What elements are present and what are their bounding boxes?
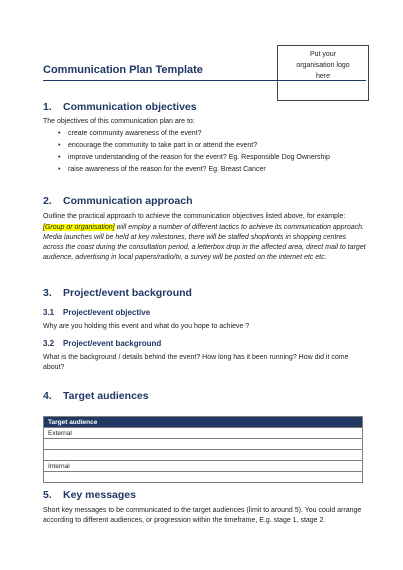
- table-cell[interactable]: [44, 472, 363, 483]
- table-row: [44, 472, 363, 483]
- section-number: 1.: [43, 101, 52, 113]
- section-number: 4.: [43, 390, 52, 402]
- table-cell[interactable]: [44, 450, 363, 461]
- table-row: [44, 450, 363, 461]
- logo-placeholder-line: organisation logo: [296, 62, 350, 69]
- list-item: • improve understanding of the reason for the event? Eg. Responsible Dog Ownership: [58, 152, 330, 164]
- highlighted-placeholder: [Group or organisation]: [43, 224, 115, 231]
- table-row: [44, 439, 363, 450]
- table-cell[interactable]: Internal: [44, 461, 363, 472]
- section-number: 2.: [43, 195, 52, 207]
- subsection-title: Project/event objective: [63, 308, 151, 317]
- table-header-cell: Target audience: [44, 417, 363, 428]
- section-heading-5: [43, 489, 136, 501]
- example-text: will employ a number of different tactics to achieve its communication approach. Media launches will be held at key milestones, there will be staffed shopfronts in shopping centres across the coast during the consultation period, a letterbox drop in the affected area, direct mail to target audience, advertising in local papers/radio/tv, a survey will be posted on the internet etc etc.: [43, 224, 366, 261]
- section-title: Project/event background: [63, 287, 192, 299]
- paragraph: Why are you holding this event and what do you hope to achieve ?: [43, 323, 250, 330]
- list-item: • raise awareness of the reason for the event? Eg. Breast Cancer: [58, 164, 330, 176]
- table-cell[interactable]: [44, 439, 363, 450]
- subsection-title: Project/event background: [63, 339, 162, 348]
- table-cell[interactable]: External: [44, 428, 363, 439]
- subsection-number: 3.2: [43, 339, 55, 348]
- title-divider: [43, 80, 366, 81]
- table-row: [44, 428, 363, 439]
- table-header-row: [44, 417, 363, 428]
- section-heading-4: [43, 390, 149, 402]
- section-heading-3: [43, 287, 192, 299]
- objectives-list: [58, 128, 330, 176]
- example-paragraph: [43, 223, 366, 263]
- subsection-heading: [43, 308, 150, 317]
- section-title: Communication objectives: [63, 101, 197, 113]
- document-title: Communication Plan Template: [43, 64, 203, 76]
- section-title: Target audiences: [63, 390, 149, 402]
- logo-placeholder-line: Put your: [309, 51, 337, 58]
- section-title: Communication approach: [63, 195, 193, 207]
- subsection-number: 3.1: [43, 308, 55, 317]
- target-audience-table: [43, 416, 363, 483]
- section-title: Key messages: [63, 489, 136, 501]
- paragraph: What is the background / details behind the event? How long has it been running? How did it come about?: [43, 354, 349, 371]
- section-heading-2: [43, 195, 193, 207]
- table-row: [44, 461, 363, 472]
- list-item: • create community awareness of the event?: [58, 128, 330, 140]
- section-number: 3.: [43, 287, 52, 299]
- paragraph: The objectives of this communication plan are to:: [43, 118, 195, 125]
- paragraph: Outline the practical approach to achieve the communication objectives listed above, for example:: [43, 213, 346, 220]
- list-item: • encourage the community to take part in or attend the event?: [58, 140, 330, 152]
- logo-placeholder-line: here: [315, 73, 330, 80]
- paragraph: Short key messages to be communicated to the target audiences (limit to around 5). You could arrange according to different audiences, or progression within the timeframe, E.g. stage 1, stage 2.: [43, 507, 362, 524]
- logo-placeholder-box: [277, 45, 369, 101]
- section-heading-1: [43, 101, 197, 113]
- subsection-heading: [43, 339, 161, 348]
- section-number: 5.: [43, 489, 52, 501]
